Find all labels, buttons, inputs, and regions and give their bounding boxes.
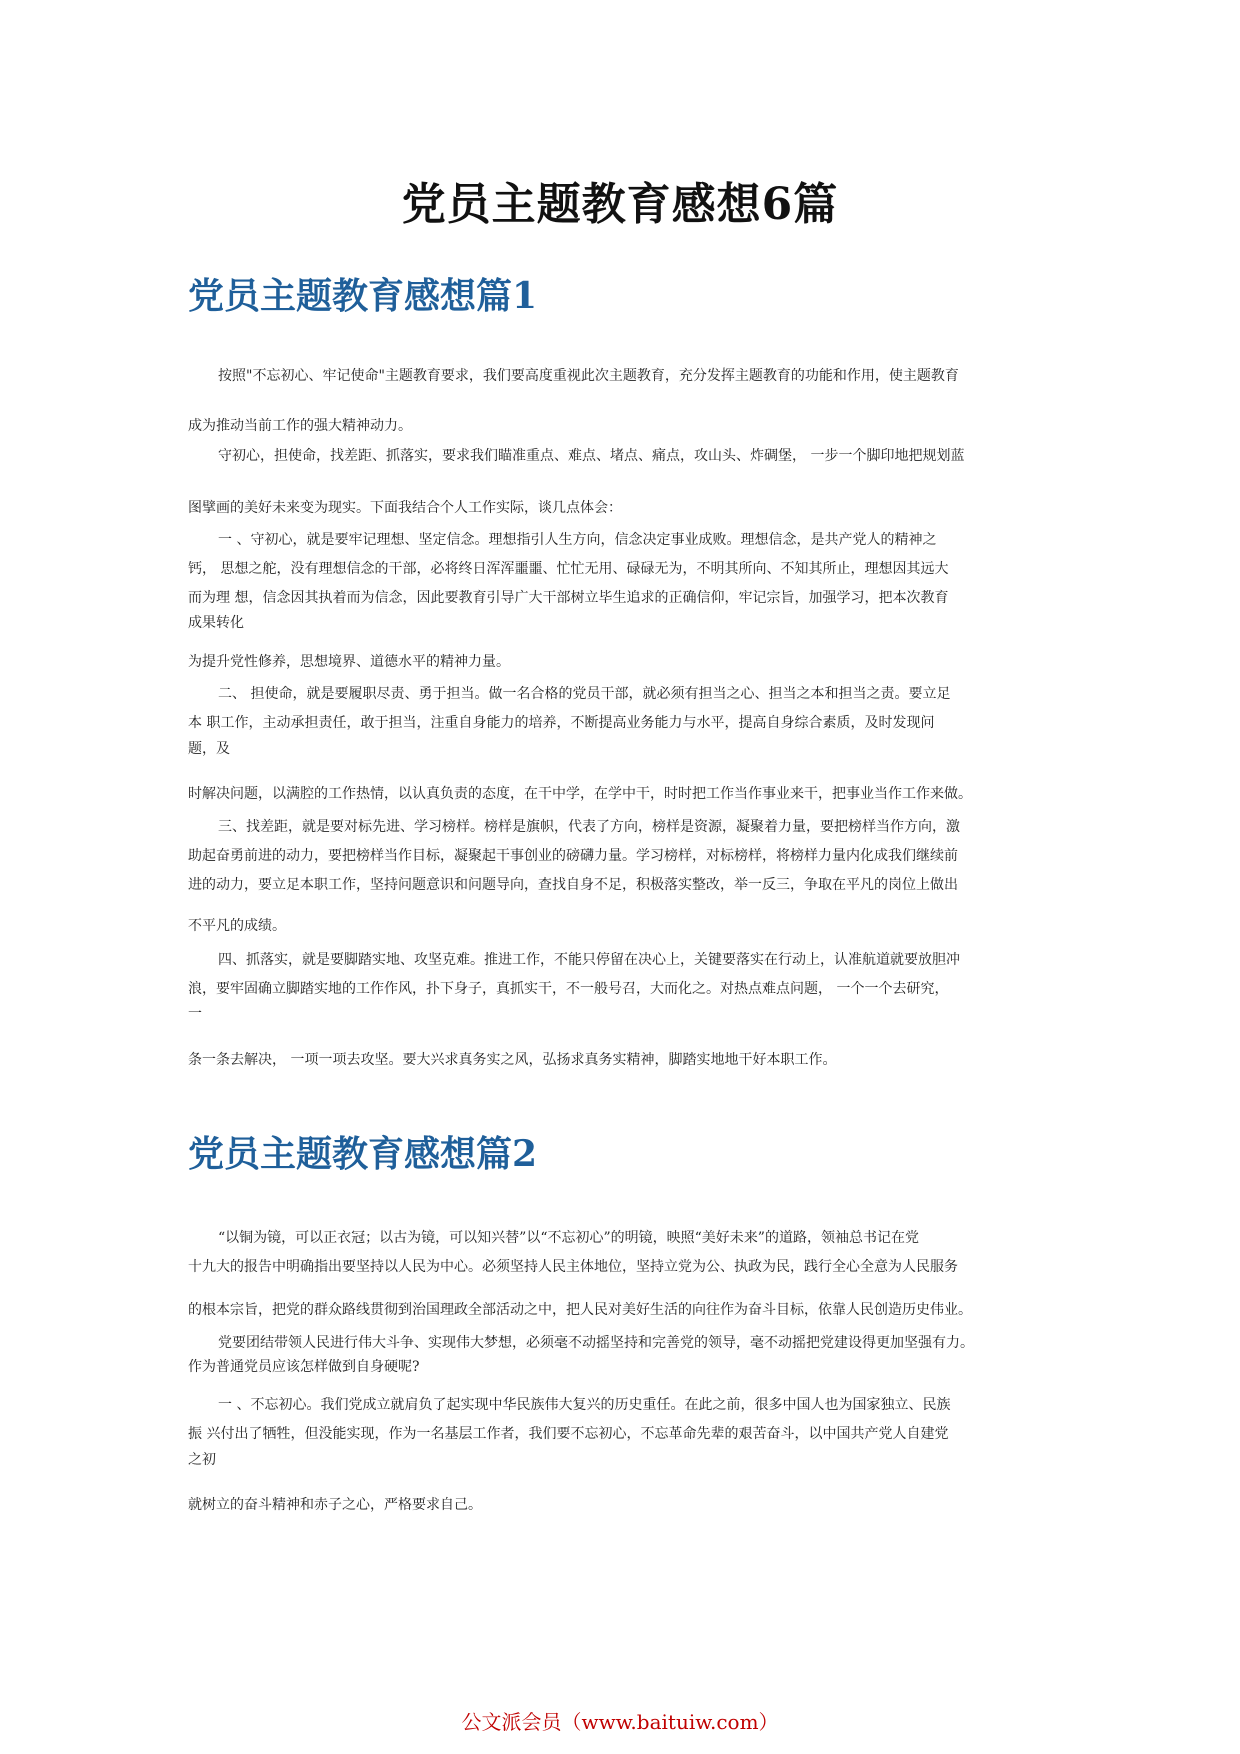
document-title: 党员主题教育感想6篇	[401, 179, 839, 230]
paragraph-line: 一	[188, 1006, 202, 1022]
paragraph-line: 二、 担使命，就是要履职尽责、勇于担当。做一名合格的党员干部，就必须有担当之心、担当之本和担当之责。要立足	[218, 686, 951, 702]
paragraph-line: 守初心，担使命，找差距、抓落实，要求我们瞄准重点、难点、堵点、痛点，攻山头、炸碉堡， 一步一个脚印地把规划蓝	[218, 448, 965, 464]
paragraph-line: 按照"不忘初心、牢记使命"主题教育要求，我们要高度重视此次主题教育，充分发挥主题教育的功能和作用，使主题教育	[218, 368, 959, 384]
paragraph-line: 一 、守初心，就是要牢记理想、坚定信念。理想指引人生方向，信念决定事业成败。理想信念，是共产党人的精神之	[218, 532, 937, 548]
paragraph-line: 成为推动当前工作的强大精神动力。	[188, 418, 412, 434]
paragraph-line: 三、找差距，就是要对标先进、学习榜样。榜样是旗帜，代表了方向，榜样是资源，凝聚着力量，要把榜样当作方向，激	[218, 819, 960, 835]
paragraph-line: 而为理 想，信念因其执着而为信念，因此要教育引导广大干部树立毕生追求的正确信仰，牢记宗旨，加强学习，把本次教育	[188, 590, 949, 606]
paragraph-line: 钙， 思想之舵，没有理想信念的干部，必将终日浑浑噩噩、忙忙无用、碌碌无为，不明其所向、不知其所止，理想因其远大	[188, 561, 949, 577]
footer-watermark: 公文派会员（www.baituiw.com）	[461, 1710, 779, 1734]
paragraph-line: 进的动力，要立足本职工作，坚持问题意识和问题导向，查找自身不足，积极落实整改，举一反三，争取在平凡的岗位上做出	[188, 877, 958, 893]
paragraph-line: 作为普通党员应该怎样做到自身硬呢?	[188, 1359, 420, 1375]
paragraph-line: 的根本宗旨，把党的群众路线贯彻到治国理政全部活动之中，把人民对美好生活的向往作为奋斗目标，依靠人民创造历史伟业。	[188, 1302, 972, 1318]
paragraph-line: 振 兴付出了牺牲，但没能实现，作为一名基层工作者，我们要不忘初心，不忘革命先辈的艰苦奋斗，以中国共产党人自建党	[188, 1426, 949, 1442]
paragraph-line: 浪，要牢固确立脚踏实地的工作作风，扑下身子，真抓实干，不一般号召，大而化之。对热点难点问题， 一个一个去研究，	[188, 981, 949, 997]
paragraph-line: 之初	[188, 1452, 216, 1468]
paragraph-line: 四、抓落实，就是要脚踏实地、攻坚克难。推进工作，不能只停留在决心上，关键要落实在行动上，认准航道就要放胆冲	[218, 952, 960, 968]
paragraph-line: 成果转化	[188, 615, 244, 631]
paragraph-line: 本 职工作，主动承担责任，敢于担当，注重自身能力的培养，不断提高业务能力与水平，提高自身综合素质，及时发现问	[188, 715, 935, 731]
paragraph-line: “以铜为镜，可以正衣冠；以古为镜，可以知兴替”以“不忘初心”的明镜，映照“美好未来”的道路，领袖总书记在党	[218, 1230, 919, 1246]
paragraph-line: 就树立的奋斗精神和赤子之心，严格要求自己。	[188, 1497, 482, 1513]
paragraph-line: 助起奋勇前进的动力，要把榜样当作目标，凝聚起干事创业的磅礴力量。学习榜样，对标榜样，将榜样力量内化成我们继续前	[188, 848, 958, 864]
paragraph-line: 时解决问题，以满腔的工作热情，以认真负责的态度，在干中学，在学中干，时时把工作当作事业来干，把事业当作工作来做。	[188, 786, 972, 802]
paragraph-line: 党要团结带领人民进行伟大斗争、实现伟大梦想，必须毫不动摇坚持和完善党的领导，毫不动摇把党建设得更加坚强有力。	[218, 1335, 974, 1351]
paragraph-line: 图擘画的美好未来变为现实。下面我结合个人工作实际，谈几点体会：	[188, 500, 622, 516]
paragraph-line: 题，及	[188, 741, 230, 757]
section-heading-2: 党员主题教育感想篇2	[188, 1133, 538, 1175]
paragraph-line: 条一条去解决， 一项一项去攻坚。要大兴求真务实之风，弘扬求真务实精神，脚踏实地地干好本职工作。	[188, 1052, 837, 1068]
paragraph-line: 不平凡的成绩。	[188, 918, 286, 934]
paragraph-line: 一 、不忘初心。我们党成立就肩负了起实现中华民族伟大复兴的历史重任。在此之前，很多中国人也为国家独立、民族	[218, 1397, 951, 1413]
section-heading-1: 党员主题教育感想篇1	[188, 275, 538, 317]
paragraph-line: 为提升党性修养，思想境界、道德水平的精神力量。	[188, 654, 510, 670]
paragraph-line: 十九大的报告中明确指出要坚持以人民为中心。必须坚持人民主体地位，坚持立党为公、执政为民，践行全心全意为人民服务	[188, 1259, 958, 1275]
